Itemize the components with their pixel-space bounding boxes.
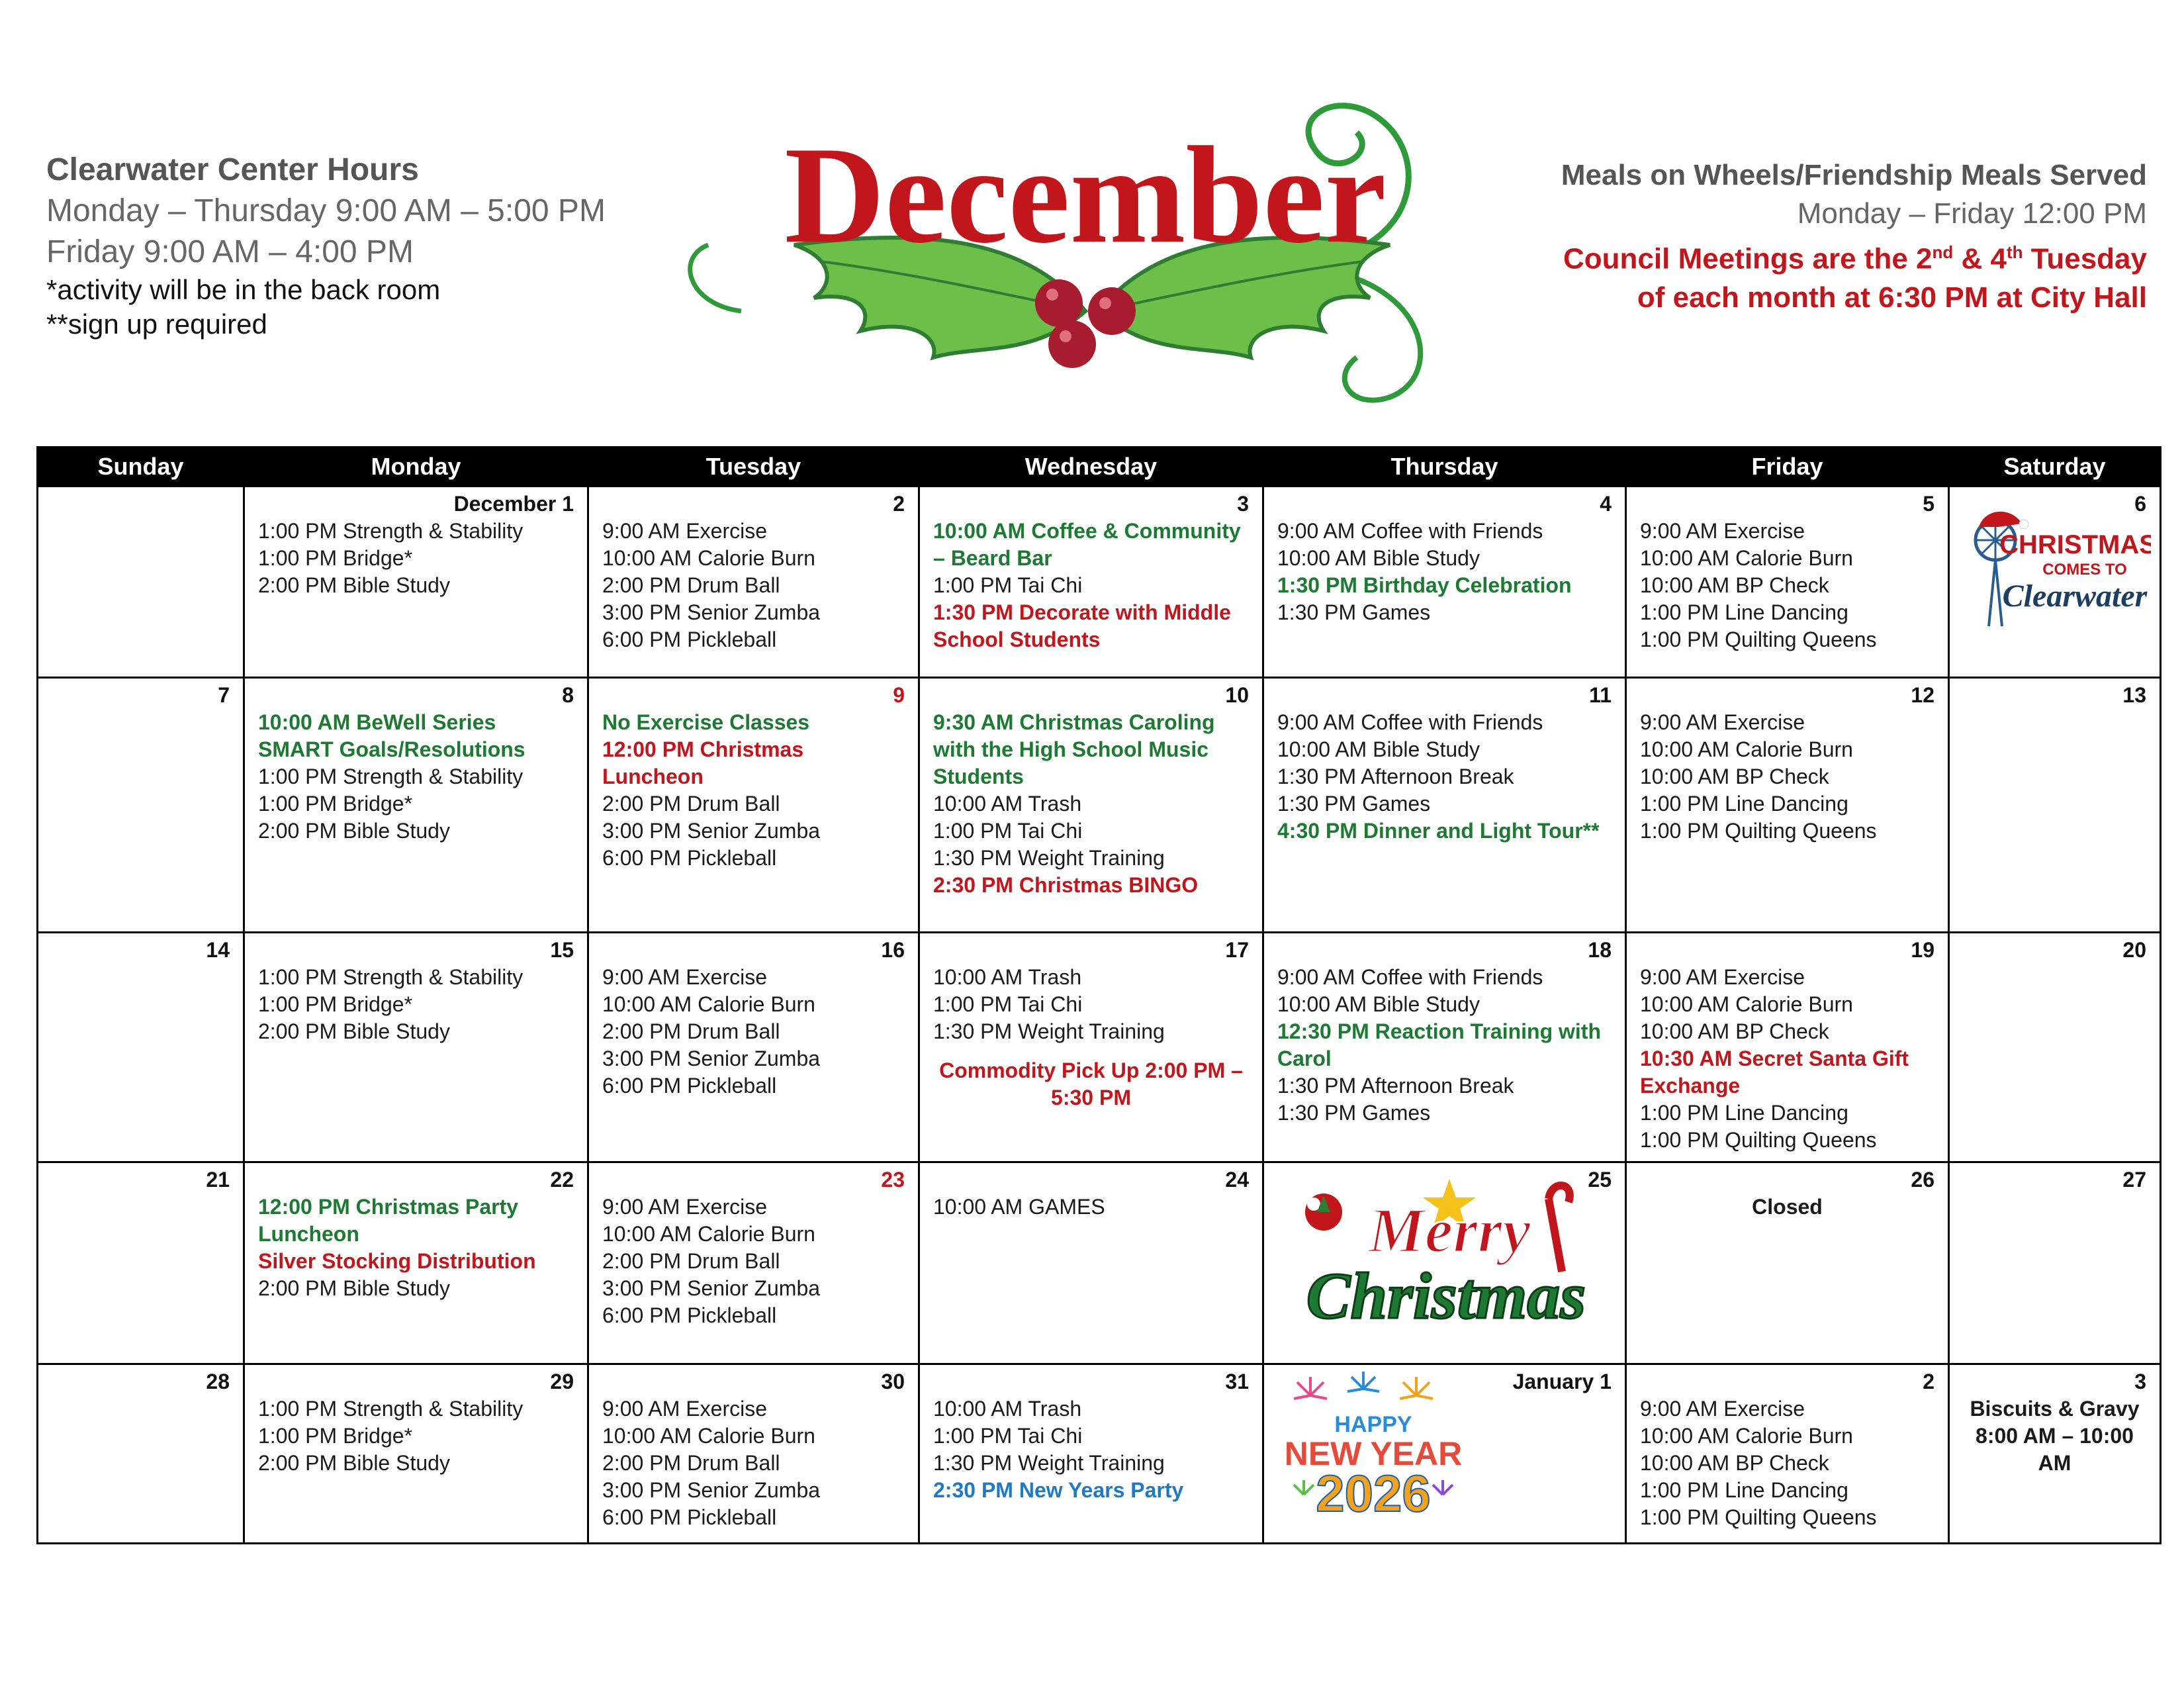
event-item: 2:00 PM Drum Ball bbox=[602, 1249, 780, 1273]
event-item: 9:00 AM Exercise bbox=[602, 965, 767, 989]
event-item: Silver Stocking Distribution bbox=[258, 1249, 536, 1273]
event-item: 1:30 PM Weight Training bbox=[933, 846, 1165, 870]
event-item: 1:30 PM Games bbox=[1277, 1101, 1431, 1125]
event-item: 9:00 AM Exercise bbox=[602, 1397, 767, 1421]
event-item: 6:00 PM Pickleball bbox=[602, 846, 777, 870]
event-item: 10:00 AM Calorie Burn bbox=[1640, 992, 1853, 1016]
day-number: 22 bbox=[550, 1168, 574, 1192]
event-item: 12:00 PM Christmas Luncheon bbox=[602, 737, 804, 788]
event-item: 3:00 PM Senior Zumba bbox=[602, 819, 821, 843]
event-item: 6:00 PM Pickleball bbox=[602, 1303, 777, 1327]
event-item: 9:00 AM Coffee with Friends bbox=[1277, 519, 1543, 543]
event-item: 12:30 PM Reaction Training with Carol bbox=[1277, 1019, 1601, 1070]
event-item: 10:00 AM Calorie Burn bbox=[602, 1424, 815, 1448]
event-item: 10:00 AM Bible Study bbox=[1277, 737, 1480, 761]
event-item: 1:00 PM Strength & Stability bbox=[258, 965, 523, 989]
event-item: 1:00 PM Bridge* bbox=[258, 1424, 413, 1448]
day-cell bbox=[1626, 933, 1949, 1162]
event-item: 2:00 PM Drum Ball bbox=[602, 1451, 780, 1475]
event-item: 10:00 AM Trash bbox=[933, 965, 1082, 989]
event-item: 9:00 AM Coffee with Friends bbox=[1277, 965, 1543, 989]
event-item: Closed bbox=[1752, 1195, 1823, 1219]
day-cell bbox=[588, 487, 919, 678]
event-item: 1:00 PM Tai Chi bbox=[933, 573, 1083, 597]
event-item: 10:00 AM Calorie Burn bbox=[1640, 546, 1853, 570]
weekday-tuesday: Tuesday bbox=[588, 447, 919, 487]
event-item: No Exercise Classes bbox=[602, 710, 810, 734]
day-number: 2 bbox=[893, 492, 905, 516]
day-cell bbox=[1626, 1364, 1949, 1544]
day-number: 8 bbox=[562, 683, 574, 707]
holly-banner-art bbox=[662, 93, 1535, 417]
hours-fri: Friday 9:00 AM – 4:00 PM bbox=[46, 234, 414, 269]
day-number: 17 bbox=[1225, 938, 1249, 962]
day-cell bbox=[38, 1364, 244, 1544]
day-cell bbox=[1263, 678, 1626, 933]
day-number: 25 bbox=[1588, 1168, 1612, 1192]
week-row bbox=[38, 678, 2161, 933]
event-item: 10:30 AM Secret Santa Gift Exchange bbox=[1640, 1047, 1909, 1098]
day-number: 2 bbox=[1923, 1370, 1934, 1393]
event-item: 1:00 PM Tai Chi bbox=[933, 1424, 1083, 1448]
weekday-thursday: Thursday bbox=[1263, 447, 1626, 487]
day-number: 27 bbox=[2122, 1168, 2146, 1192]
event-item: 1:00 PM Bridge* bbox=[258, 792, 413, 816]
event-item: Biscuits & Gravy 8:00 AM – 10:00 AM bbox=[1970, 1397, 2140, 1475]
council-meetings bbox=[1406, 233, 2147, 279]
event-item: 1:00 PM Tai Chi bbox=[933, 819, 1083, 843]
event-item: 10:00 AM BP Check bbox=[1640, 765, 1829, 788]
day-number: 7 bbox=[218, 683, 230, 707]
event-item: 9:30 AM Christmas Caroling with the High School Music Students bbox=[933, 710, 1215, 788]
week-row bbox=[38, 1162, 2161, 1364]
event-item: 9:00 AM Coffee with Friends bbox=[1277, 710, 1543, 734]
event-item: 3:00 PM Senior Zumba bbox=[602, 600, 821, 624]
event-item: 1:30 PM Afternoon Break bbox=[1277, 765, 1514, 788]
merry-christmas-graphic bbox=[1284, 1172, 1608, 1341]
day-cell bbox=[588, 1364, 919, 1544]
day-cell bbox=[1949, 1364, 2161, 1544]
day-cell bbox=[244, 678, 588, 933]
weekday-wednesday: Wednesday bbox=[919, 447, 1263, 487]
merry-christmas-art bbox=[1284, 1172, 1608, 1338]
calendar-grid bbox=[36, 446, 2161, 1544]
day-cell bbox=[919, 933, 1263, 1162]
day-number: 20 bbox=[2122, 938, 2146, 962]
day-number: 21 bbox=[206, 1168, 230, 1192]
day-number: 19 bbox=[1911, 938, 1934, 962]
event-item: 10:00 AM Trash bbox=[933, 792, 1082, 816]
day-number: 13 bbox=[2122, 683, 2146, 707]
day-cell bbox=[588, 678, 919, 933]
day-cell bbox=[38, 678, 244, 933]
event-item: 2:00 PM Bible Study bbox=[258, 819, 450, 843]
event-item: 6:00 PM Pickleball bbox=[602, 628, 777, 651]
day-number: 3 bbox=[2134, 1370, 2146, 1393]
event-item: 9:00 AM Exercise bbox=[1640, 1397, 1805, 1421]
event-item: 1:00 PM Line Dancing bbox=[1640, 600, 1848, 624]
meals-hours: Monday – Friday 12:00 PM bbox=[1797, 197, 2147, 230]
council-meetings-line2: of each month at 6:30 PM at City Hall bbox=[1637, 281, 2147, 314]
event-item: 10:00 AM Calorie Burn bbox=[1640, 1424, 1853, 1448]
day-cell bbox=[919, 1364, 1263, 1544]
event-item: 9:00 AM Exercise bbox=[1640, 965, 1805, 989]
december-banner bbox=[662, 93, 1535, 417]
day-cell bbox=[1626, 487, 1949, 678]
week-row bbox=[38, 933, 2161, 1162]
day-cell bbox=[919, 1162, 1263, 1364]
center-hours bbox=[46, 150, 682, 342]
event-item: 1:00 PM Line Dancing bbox=[1640, 792, 1848, 816]
event-item: 2:30 PM New Years Party bbox=[933, 1478, 1184, 1502]
event-item: 6:00 PM Pickleball bbox=[602, 1505, 777, 1529]
day-number: 28 bbox=[206, 1370, 230, 1393]
event-item: 3:00 PM Senior Zumba bbox=[602, 1047, 821, 1070]
week-row bbox=[38, 487, 2161, 678]
event-item: 9:00 AM Exercise bbox=[602, 1195, 767, 1219]
day-cell bbox=[38, 487, 244, 678]
day-cell bbox=[38, 1162, 244, 1364]
happy-new-year-graphic bbox=[1284, 1369, 1463, 1524]
day-cell bbox=[244, 1364, 588, 1544]
day-number: 23 bbox=[881, 1168, 905, 1192]
happy-new-year-art bbox=[1284, 1369, 1463, 1521]
christmas-comes-graphic bbox=[1959, 500, 2151, 636]
meals-title: Meals on Wheels/Friendship Meals Served bbox=[1561, 159, 2147, 191]
day-cell bbox=[1626, 678, 1949, 933]
day-number: 26 bbox=[1911, 1168, 1934, 1192]
day-cell bbox=[1263, 487, 1626, 678]
center-hours-title: Clearwater Center Hours bbox=[46, 152, 419, 187]
day-number: 3 bbox=[1237, 492, 1249, 516]
event-item: 10:00 AM Calorie Burn bbox=[1640, 737, 1853, 761]
event-item: 10:00 AM Trash bbox=[933, 1397, 1082, 1421]
day-number: January 1 bbox=[1512, 1370, 1612, 1393]
day-number: 30 bbox=[881, 1370, 905, 1393]
day-number: 5 bbox=[1923, 492, 1934, 516]
day-number: 12 bbox=[1911, 683, 1934, 707]
event-item: 1:30 PM Games bbox=[1277, 600, 1431, 624]
svg-text:Merry: Merry bbox=[1368, 1195, 1531, 1266]
day-cell bbox=[1949, 678, 2161, 933]
note-sign-up: **sign up required bbox=[46, 308, 267, 340]
event-item: 1:00 PM Strength & Stability bbox=[258, 765, 523, 788]
day-cell bbox=[588, 933, 919, 1162]
event-item: 10:00 AM GAMES bbox=[933, 1195, 1105, 1219]
day-cell bbox=[244, 933, 588, 1162]
weekday-friday: Friday bbox=[1626, 447, 1949, 487]
event-item: 1:30 PM Birthday Celebration bbox=[1277, 573, 1572, 597]
event-item: 10:00 AM Calorie Burn bbox=[602, 992, 815, 1016]
day-number: December 1 bbox=[453, 492, 574, 516]
weekday-sunday: Sunday bbox=[38, 447, 244, 487]
event-item: 10:00 AM Coffee & Community – Beard Bar bbox=[933, 519, 1241, 570]
spacer bbox=[933, 1045, 1249, 1057]
day-number: 4 bbox=[1600, 492, 1612, 516]
event-item: 6:00 PM Pickleball bbox=[602, 1074, 777, 1098]
week-row bbox=[38, 1364, 2161, 1544]
event-item: 1:00 PM Strength & Stability bbox=[258, 1397, 523, 1421]
svg-text:NEW YEAR: NEW YEAR bbox=[1284, 1435, 1463, 1472]
council-sup-th: th bbox=[2006, 242, 2023, 262]
event-item: 2:00 PM Drum Ball bbox=[602, 573, 780, 597]
day-number: 11 bbox=[1589, 683, 1612, 707]
event-item: 3:00 PM Senior Zumba bbox=[602, 1478, 821, 1502]
council-text-pre: Council Meetings are the 2 bbox=[1563, 242, 1933, 275]
day-cell bbox=[244, 487, 588, 678]
event-item: 1:30 PM Afternoon Break bbox=[1277, 1074, 1514, 1098]
day-number: 6 bbox=[2134, 492, 2146, 516]
day-cell bbox=[244, 1162, 588, 1364]
event-item: 1:00 PM Line Dancing bbox=[1640, 1478, 1848, 1502]
event-item: 9:00 AM Exercise bbox=[602, 519, 767, 543]
day-cell bbox=[588, 1162, 919, 1364]
event-item: 10:00 AM BP Check bbox=[1640, 573, 1829, 597]
day-number: 31 bbox=[1225, 1370, 1249, 1393]
event-item: 1:30 PM Weight Training bbox=[933, 1019, 1165, 1043]
svg-text:HAPPY: HAPPY bbox=[1334, 1412, 1412, 1437]
event-item: 2:00 PM Bible Study bbox=[258, 1276, 450, 1300]
event-item: 10:00 AM BP Check bbox=[1640, 1019, 1829, 1043]
event-item: 10:00 AM Bible Study bbox=[1277, 546, 1480, 570]
day-cell bbox=[919, 678, 1263, 933]
event-item: 1:30 PM Games bbox=[1277, 792, 1431, 816]
day-cell bbox=[1626, 1162, 1949, 1364]
event-item: 1:30 PM Weight Training bbox=[933, 1451, 1165, 1475]
event-item: 2:00 PM Drum Ball bbox=[602, 1019, 780, 1043]
day-number: 24 bbox=[1225, 1168, 1249, 1192]
day-cell bbox=[1949, 933, 2161, 1162]
note-back-room: *activity will be in the back room bbox=[46, 274, 441, 305]
hours-mon-thu: Monday – Thursday 9:00 AM – 5:00 PM bbox=[46, 193, 606, 228]
day-number: 15 bbox=[550, 938, 574, 962]
event-item: 1:00 PM Bridge* bbox=[258, 546, 413, 570]
day-cell bbox=[1263, 1364, 1626, 1544]
svg-text:Clearwater: Clearwater bbox=[2002, 579, 2148, 614]
event-item: 10:00 AM Calorie Burn bbox=[602, 1222, 815, 1246]
event-item: 3:00 PM Senior Zumba bbox=[602, 1276, 821, 1300]
event-item: 2:00 PM Drum Ball bbox=[602, 792, 780, 816]
svg-text:CHRISTMAS: CHRISTMAS bbox=[1999, 530, 2151, 559]
event-item: Commodity Pick Up 2:00 PM – 5:30 PM bbox=[939, 1058, 1243, 1109]
svg-text:Christmas: Christmas bbox=[1306, 1259, 1586, 1333]
day-cell bbox=[919, 487, 1263, 678]
event-item: 2:00 PM Bible Study bbox=[258, 1019, 450, 1043]
svg-text:2026: 2026 bbox=[1316, 1464, 1431, 1521]
event-item: 10:00 AM Bible Study bbox=[1277, 992, 1480, 1016]
banner-title: December bbox=[784, 118, 1387, 272]
event-item: 9:00 AM Exercise bbox=[1640, 519, 1805, 543]
meals-info bbox=[1406, 156, 2147, 317]
day-number: 18 bbox=[1588, 938, 1612, 962]
day-cell bbox=[1949, 1162, 2161, 1364]
event-item: 1:00 PM Line Dancing bbox=[1640, 1101, 1848, 1125]
day-cell bbox=[1949, 487, 2161, 678]
council-text-post: Tuesday bbox=[2023, 242, 2147, 275]
event-item: 1:00 PM Quilting Queens bbox=[1640, 1128, 1877, 1152]
day-number: 10 bbox=[1225, 683, 1249, 707]
event-item: 9:00 AM Exercise bbox=[1640, 710, 1805, 734]
event-item: 1:00 PM Strength & Stability bbox=[258, 519, 523, 543]
event-item: 10:00 AM BP Check bbox=[1640, 1451, 1829, 1475]
event-item: 1:00 PM Quilting Queens bbox=[1640, 628, 1877, 651]
day-cell bbox=[1263, 1162, 1626, 1364]
event-item: 1:00 PM Quilting Queens bbox=[1640, 819, 1877, 843]
event-item: 1:30 PM Decorate with Middle School Students bbox=[933, 600, 1231, 651]
council-sup-nd: nd bbox=[1932, 242, 1954, 262]
day-cell bbox=[38, 933, 244, 1162]
event-item: 10:00 AM BeWell Series SMART Goals/Resolutions bbox=[258, 710, 525, 761]
weekday-saturday: Saturday bbox=[1949, 447, 2161, 487]
event-item: 2:00 PM Bible Study bbox=[258, 573, 450, 597]
christmas-comes-to-clearwater-art bbox=[1959, 500, 2151, 633]
event-item: 1:00 PM Bridge* bbox=[258, 992, 413, 1016]
day-number: 29 bbox=[550, 1370, 574, 1393]
day-number: 16 bbox=[881, 938, 905, 962]
event-item: 4:30 PM Dinner and Light Tour** bbox=[1277, 819, 1600, 843]
event-item: 2:00 PM Bible Study bbox=[258, 1451, 450, 1475]
day-cell bbox=[1263, 933, 1626, 1162]
day-number: 14 bbox=[206, 938, 230, 962]
council-text-mid: & 4 bbox=[1953, 242, 2007, 275]
day-number: 9 bbox=[893, 683, 905, 707]
weekday-monday: Monday bbox=[244, 447, 588, 487]
event-item: 10:00 AM Calorie Burn bbox=[602, 546, 815, 570]
event-item: 2:30 PM Christmas BINGO bbox=[933, 873, 1199, 897]
event-item: 12:00 PM Christmas Party Luncheon bbox=[258, 1195, 519, 1246]
event-item: 1:00 PM Tai Chi bbox=[933, 992, 1083, 1016]
weekday-header-row bbox=[38, 447, 2161, 487]
svg-text:COMES TO: COMES TO bbox=[2042, 561, 2127, 579]
event-item: 1:00 PM Quilting Queens bbox=[1640, 1505, 1877, 1529]
